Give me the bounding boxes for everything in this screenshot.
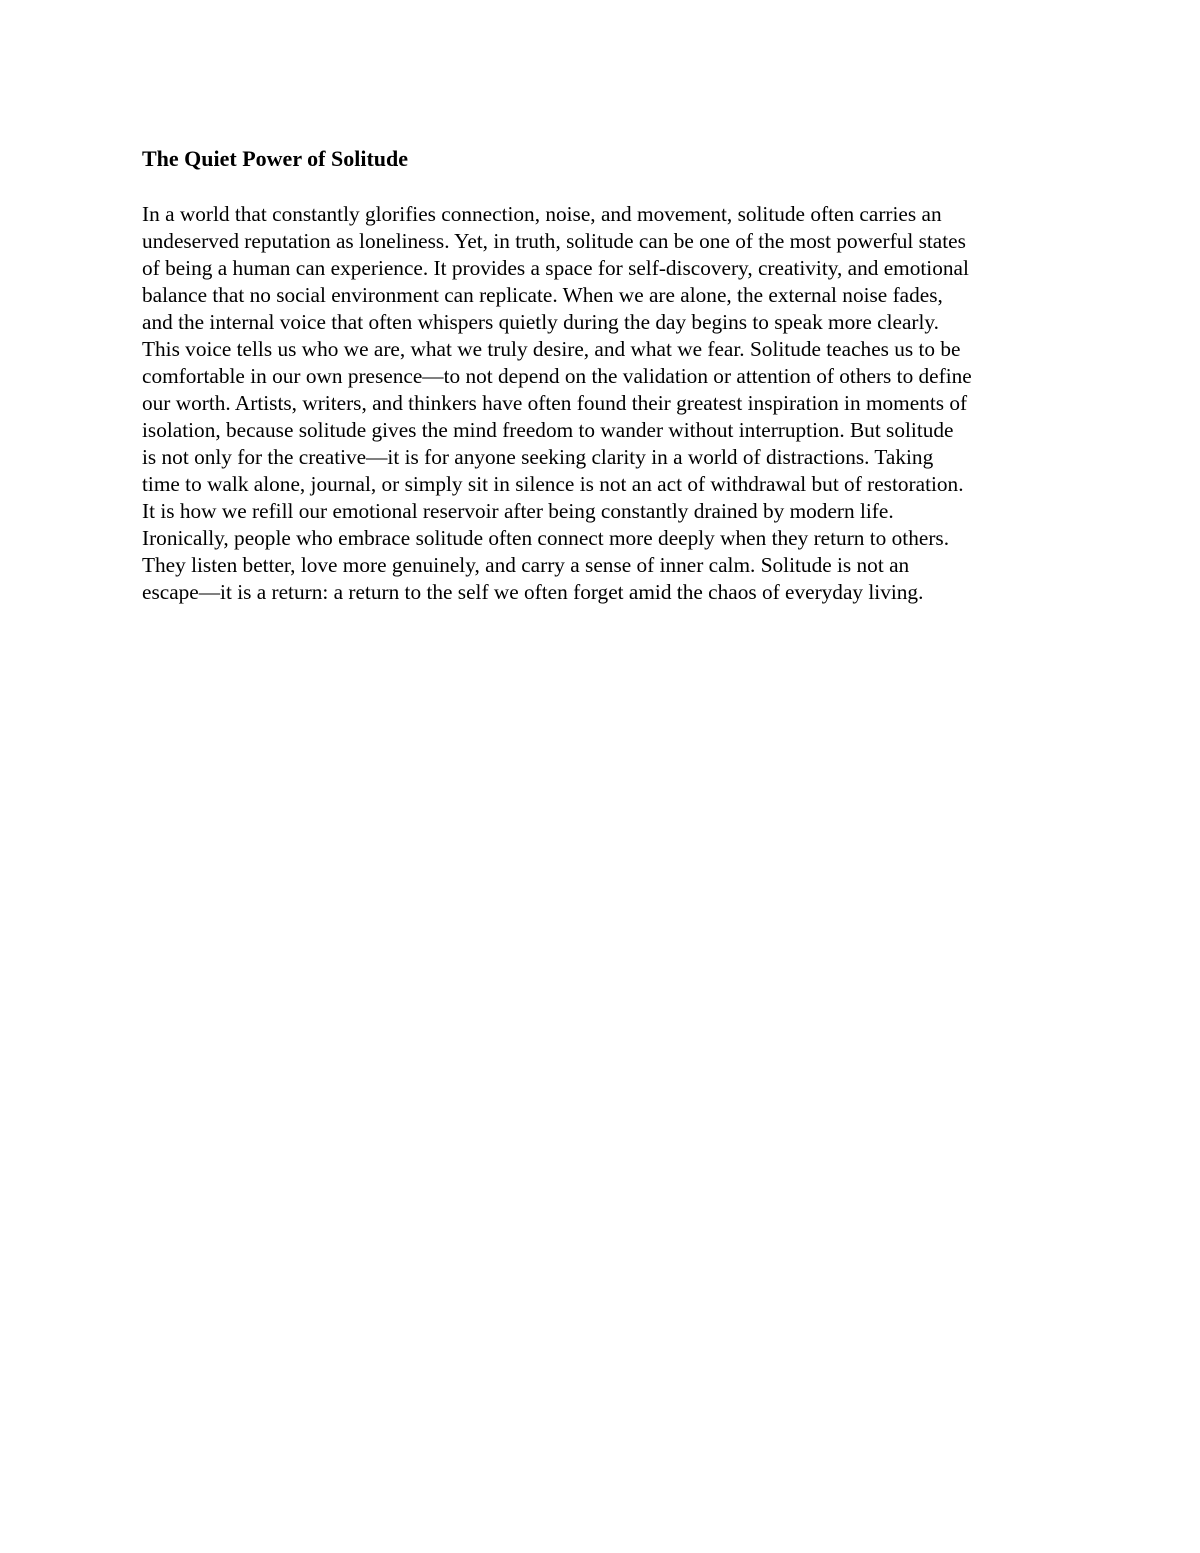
paragraph-line: of being a human can experience. It provides a space for self-discovery, creativity, and emotional	[142, 256, 969, 280]
paragraph-line: It is how we refill our emotional reservoir after being constantly drained by modern life.	[142, 499, 894, 523]
paragraph-line: escape—it is a return: a return to the self we often forget amid the chaos of everyday living.	[142, 580, 924, 604]
paragraph-line: time to walk alone, journal, or simply sit in silence is not an act of withdrawal but of restoration.	[142, 472, 964, 496]
paragraph-line: They listen better, love more genuinely, and carry a sense of inner calm. Solitude is not an	[142, 553, 910, 577]
paragraph-line: In a world that constantly glorifies connection, noise, and movement, solitude often carries an	[142, 202, 942, 226]
body-paragraph	[142, 201, 972, 606]
paragraph-line: This voice tells us who we are, what we truly desire, and what we fear. Solitude teaches us to be	[142, 337, 961, 361]
paragraph-line: balance that no social environment can replicate. When we are alone, the external noise fades,	[142, 283, 943, 307]
paragraph-line: is not only for the creative—it is for anyone seeking clarity in a world of distractions. Taking	[142, 445, 934, 469]
paragraph-line: isolation, because solitude gives the mind freedom to wander without interruption. But solitude	[142, 418, 954, 442]
document-title: The Quiet Power of Solitude	[142, 146, 409, 171]
paragraph-line: our worth. Artists, writers, and thinkers have often found their greatest inspiration in moments of	[142, 391, 968, 415]
paragraph-line: comfortable in our own presence—to not depend on the validation or attention of others to define	[142, 364, 972, 388]
paragraph-line: Ironically, people who embrace solitude often connect more deeply when they return to others.	[142, 526, 950, 550]
paragraph-line: and the internal voice that often whispers quietly during the day begins to speak more clearly.	[142, 310, 940, 334]
paragraph-line: undeserved reputation as loneliness. Yet, in truth, solitude can be one of the most powerful states	[142, 229, 966, 253]
